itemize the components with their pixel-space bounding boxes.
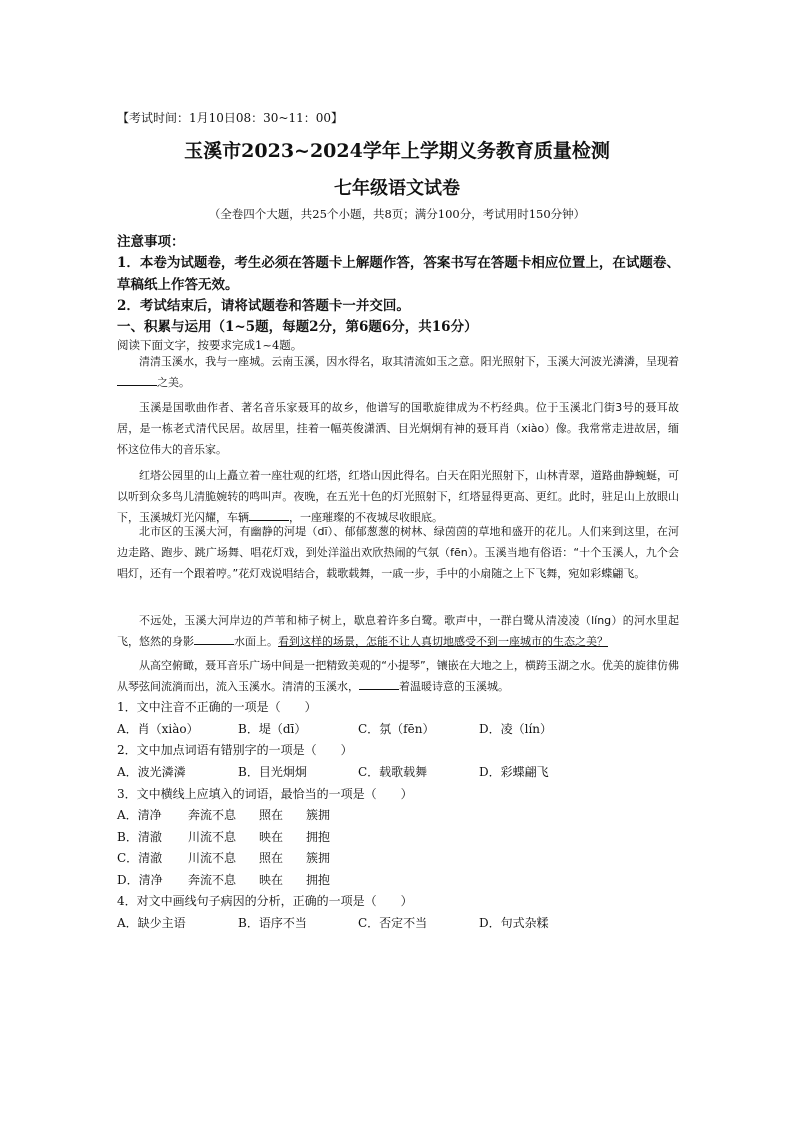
q3-option-b-word-3: 映在 (259, 830, 284, 844)
q3-option-d[interactable]: D．清净 (117, 873, 163, 887)
q3-option-c-word-2: 川流不息 (188, 851, 237, 865)
notice-item-1-line-1: 1．本卷为试题卷，考生必须在答题卡上解题作答，答案书写在答题卡相应位置上，在试题卷、 (117, 255, 680, 271)
passage-paragraph-4: 北市区的玉溪大河，有幽静的河堤（dī）、郁郁葱葱的树林、绿茵茵的草地和盛开的花儿。人们来到这里，在河边走路、跑步、跳广场舞、唱花灯戏，到处洋溢出欢欣热闹的气氛（fēn）。玉溪当地有俗语：“十个玉溪人，九个会唱灯，还有一个跟着哼。”花灯戏说唱结合，载歌载舞，一戚一步，手中的小扇随之上下飞舞，宛如彩蝶翩飞。 (117, 525, 679, 580)
q3-option-a-word-4: 簇拥 (306, 808, 331, 822)
passage-paragraph-2: 玉溪是国歌曲作者、著名音乐家聂耳的故乡，他谱写的国歌旋律成为不朽经典。位于玉溪北门街3号的聂耳故居，是一栋老式清代民居。故居里，挂着一幅英俊潇洒、目光炯炯有神的聂耳肖（xiào）像。我常常走进故居，缅怀这位伟大的音乐家。 (117, 401, 679, 456)
q3-option-b[interactable]: B．清澈 (117, 830, 162, 844)
question-1: 1．文中注音不正确的一项是（ ） (117, 700, 317, 714)
fill-blank-2 (249, 508, 289, 521)
q4-option-c[interactable]: C．否定不当 (358, 916, 428, 930)
question-4: 4．对文中画线句子病因的分析，正确的一项是（ ） (117, 894, 413, 908)
q3-option-c-word-3: 照在 (259, 851, 284, 865)
notice-item-2: 2．考试结束后，请将试题卷和答题卡一并交回。 (117, 298, 410, 314)
q3-option-b-word-4: 拥抱 (306, 830, 331, 844)
q3-option-d-word-2: 奔流不息 (188, 873, 237, 887)
passage-paragraph-5: 不远处，玉溪大河岸边的芦苇和柿子树上，歇息着许多白鹭。歌声中，一群白鹭从清凌凌（líng）的河水里起飞，悠然的身影 水面上。看到这样的场景，怎能不让人真切地感受不到一座城市的生态之美？ (117, 614, 679, 648)
q3-option-c-word-4: 簇拥 (306, 851, 331, 865)
notice-heading: 注意事项： (117, 234, 185, 250)
exam-time: 【考试时间：1月10日08：30~11：00】 (117, 111, 344, 125)
notice-item-1-line-2: 草稿纸上作答无效。 (117, 277, 239, 293)
section-1-instruction: 阅读下面文字，按要求完成1~4题。 (117, 338, 303, 352)
passage-paragraph-3: 红塔公园里的山上矗立着一座壮观的红塔，红塔山因此得名。白天在阳光照射下，山林青翠，道路曲静蜿蜒，可以听到众多鸟儿清脆婉转的鸣叫声。夜晚，在五光十色的灯光照射下，红塔显得更高、更红。此时，驻足山上放眼山下，玉溪城灯光闪耀，车辆 ，一座璀璨的不夜城尽收眼底。 (117, 469, 679, 524)
q1-option-b[interactable]: B．堤（dī） (238, 722, 307, 736)
page-subtitle: 七年级语文试卷 (334, 178, 460, 199)
q2-option-c[interactable]: C．载歌载舞 (358, 765, 428, 779)
section-1-heading: 一、积累与运用（1~5题，每题2分，第6题6分，共16分） (117, 319, 478, 335)
q3-option-c[interactable]: C．清澈 (117, 851, 163, 865)
question-2: 2．文中加点词语有错别字的一项是（ ） (117, 743, 353, 757)
q2-option-b[interactable]: B．目光炯炯 (238, 765, 307, 779)
underlined-sentence: 看到这样的场景，怎能不让人真切地感受不到一座城市的生态之美？ (278, 635, 608, 648)
fill-blank-4 (359, 677, 399, 690)
q1-option-c[interactable]: C．氛（fēn） (358, 722, 435, 736)
fill-blank-3 (194, 632, 234, 645)
q3-option-a-word-2: 奔流不息 (188, 808, 237, 822)
q4-option-a[interactable]: A．缺少主语 (117, 916, 186, 930)
fill-blank-1 (117, 373, 157, 386)
exam-meta: （全卷四个大题，共25个小题，共8页；满分100分，考试用时150分钟） (208, 207, 586, 221)
q3-option-d-word-3: 映在 (259, 873, 284, 887)
q2-option-d[interactable]: D．彩蝶翩飞 (479, 765, 549, 779)
q4-option-d[interactable]: D．句式杂糅 (479, 916, 549, 930)
q3-option-b-word-2: 川流不息 (188, 830, 237, 844)
q1-option-d[interactable]: D．凌（lín） (479, 722, 553, 736)
q1-option-a[interactable]: A．肖（xiào） (117, 722, 199, 736)
q3-option-a[interactable]: A．清净 (117, 808, 162, 822)
question-3: 3．文中横线上应填入的词语，最恰当的一项是（ ） (117, 787, 413, 801)
q3-option-a-word-3: 照在 (259, 808, 284, 822)
passage-paragraph-6: 从高空俯瞰，聂耳音乐广场中间是一把精致美观的“小提琴”，镶嵌在大地之上，横跨玉湖之水。优美的旋律仿佛从琴弦间流淌而出，流入玉溪水。清清的玉溪水， 着温暖诗意的玉溪城。 (117, 659, 679, 693)
q3-option-d-word-4: 拥抱 (306, 873, 331, 887)
passage-paragraph-1: 清清玉溪水，我与一座城。云南玉溪，因水得名，取其清流如玉之意。阳光照射下，玉溪大河波光潾潾，呈现着之美。 (117, 351, 679, 393)
page-title: 玉溪市2023~2024学年上学期义务教育质量检测 (184, 140, 610, 162)
q4-option-b[interactable]: B．语序不当 (238, 916, 307, 930)
q2-option-a[interactable]: A．波光潾潾 (117, 765, 186, 779)
